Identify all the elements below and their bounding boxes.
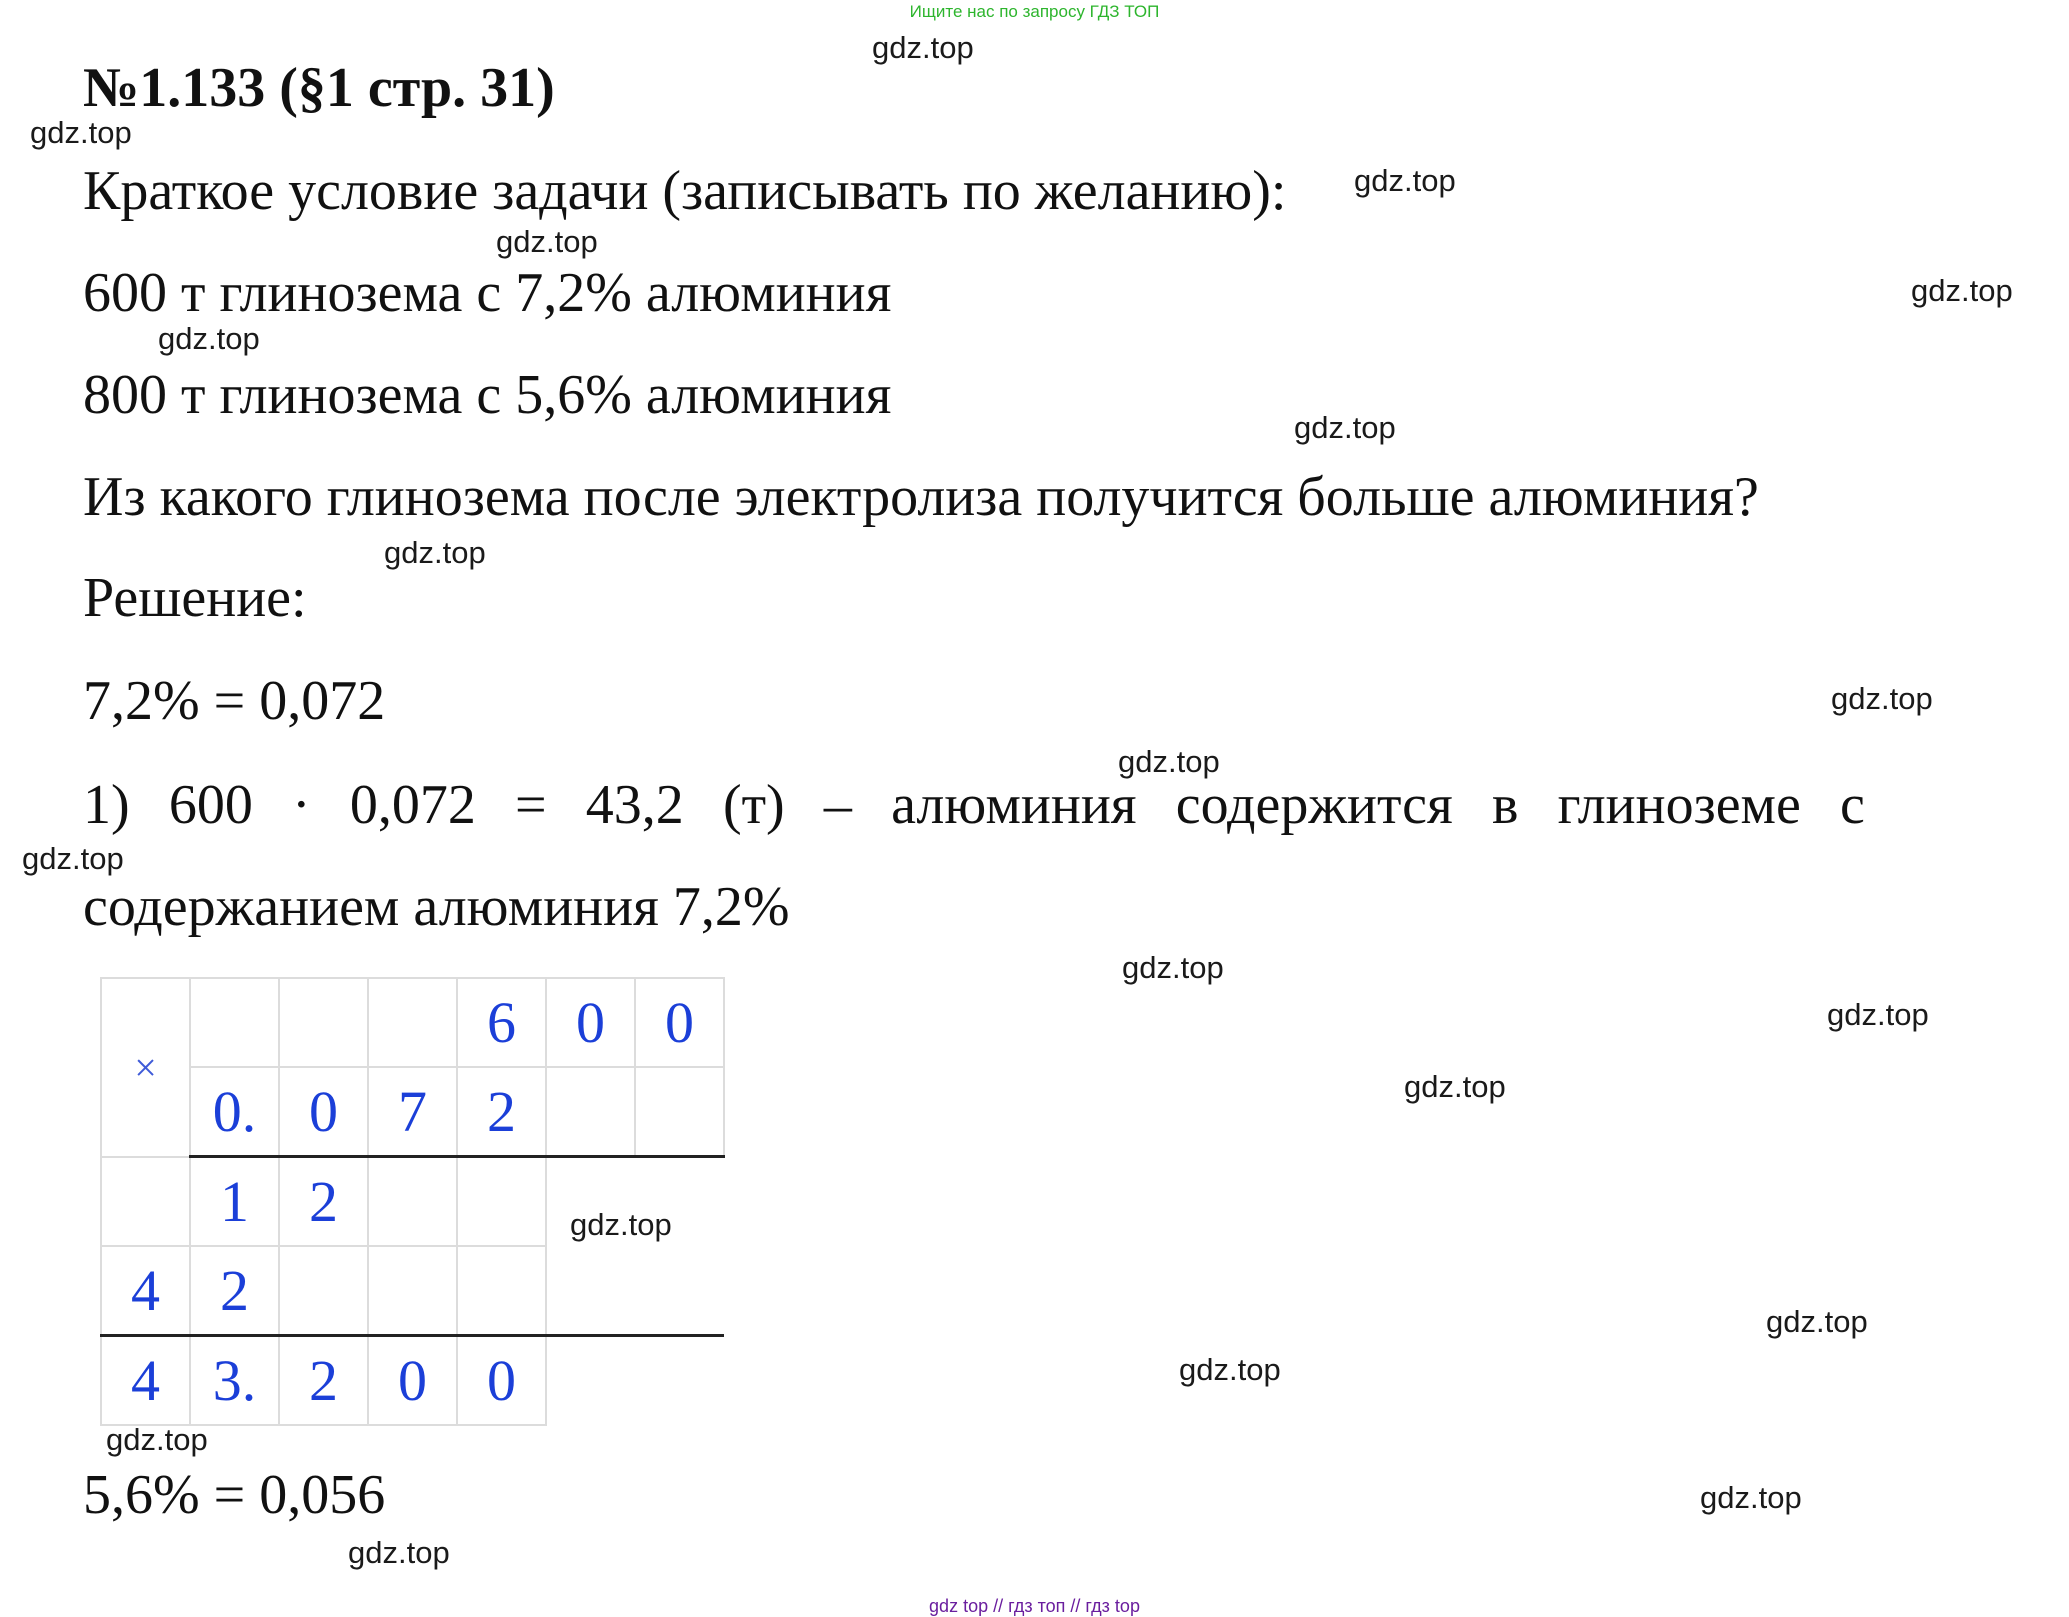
grid-cell [368,978,457,1067]
step-1-part: · [292,774,311,836]
watermark: gdz.top [1404,1069,1506,1104]
grid-cell [279,978,368,1067]
grid-cell: 0 [546,978,635,1067]
condition-heading: Краткое условие задачи (записывать по желанию): [83,160,1287,222]
watermark: gdz.top [1122,950,1224,985]
grid-cell [635,1067,724,1157]
watermark: gdz.top [1766,1304,1868,1339]
step-1-part: глиноземе [1557,774,1801,836]
watermark: gdz.top [1179,1352,1281,1387]
step-1-part: 43,2 [585,774,684,836]
grid-cell: 3. [190,1336,279,1426]
question-line: Из какого глинозема после электролиза получится больше алюминия? [83,466,1759,528]
grid-cell: 2 [190,1246,279,1336]
grid-blank [635,1246,724,1336]
watermark: gdz.top [1700,1480,1802,1515]
grid-blank [635,1336,724,1426]
search-hint-banner: Ищите нас по запросу ГДЗ ТОП [909,2,1160,21]
grid-cell: 6 [457,978,546,1067]
given-line-2: 800 т глинозема с 5,6% алюминия [83,364,892,426]
grid-cell: 0 [635,978,724,1067]
step-1-line [83,774,1865,836]
grid-cell [368,1246,457,1336]
step-1-part: в [1491,774,1519,836]
watermark: gdz.top [1294,410,1396,445]
grid-blank [546,1246,635,1336]
grid-cell [457,1246,546,1336]
step-1-part: – [823,774,852,836]
watermark: gdz.top [1354,163,1456,198]
solution-heading: Решение: [83,567,307,629]
grid-blank [546,1336,635,1426]
watermark: gdz.top [1827,997,1929,1032]
grid-cell: 0. [190,1067,279,1157]
watermark: gdz.top [1911,273,2013,308]
step-1-part: алюминия [891,774,1137,836]
watermark: gdz.top [348,1535,450,1570]
column-multiplication-grid [100,977,725,1426]
given-line-1: 600 т глинозема с 7,2% алюминия [83,262,892,324]
grid-cell [190,978,279,1067]
footer-links: gdz top // гдз топ // гдз top [929,1596,1140,1616]
step-1-part: 600 [168,774,253,836]
conversion-line-1: 7,2% = 0,072 [83,670,386,732]
conversion-line-2: 5,6% = 0,056 [83,1464,386,1526]
watermark: gdz.top [1831,681,1933,716]
grid-cell [368,1157,457,1247]
watermark: gdz.top [496,224,598,259]
watermark: gdz.top [158,321,260,356]
step-1-part: содержится [1175,774,1453,836]
grid-cell [546,1067,635,1157]
watermark: gdz.top [872,30,974,65]
grid-cell: 0 [368,1336,457,1426]
step-1-part: = [515,774,547,836]
watermark: gdz.top [22,841,124,876]
grid-cell [101,1157,190,1247]
watermark: gdz.top [384,535,486,570]
step-1-part: 0,072 [349,774,476,836]
step-1-part: с [1840,774,1865,836]
grid-cell: 1 [190,1157,279,1247]
grid-cell: 0 [279,1067,368,1157]
grid-cell: 0 [457,1336,546,1426]
multiply-sign: × [101,978,190,1157]
grid-cell: 2 [457,1067,546,1157]
watermark: gdz.top [106,1422,208,1457]
watermark: gdz.top [30,115,132,150]
grid-cell: 2 [279,1157,368,1247]
step-1-part: (т) [722,774,785,836]
grid-cell: 2 [279,1336,368,1426]
grid-cell: 7 [368,1067,457,1157]
watermark: gdz.top [570,1207,672,1242]
grid-cell [279,1246,368,1336]
watermark: gdz.top [1118,744,1220,779]
step-1-part: 1) [83,774,130,836]
grid-cell [457,1157,546,1247]
grid-cell: 4 [101,1246,190,1336]
grid-cell: 4 [101,1336,190,1426]
step-1-continuation: содержанием алюминия 7,2% [83,876,790,938]
page-title: №1.133 (§1 стр. 31) [83,57,555,119]
